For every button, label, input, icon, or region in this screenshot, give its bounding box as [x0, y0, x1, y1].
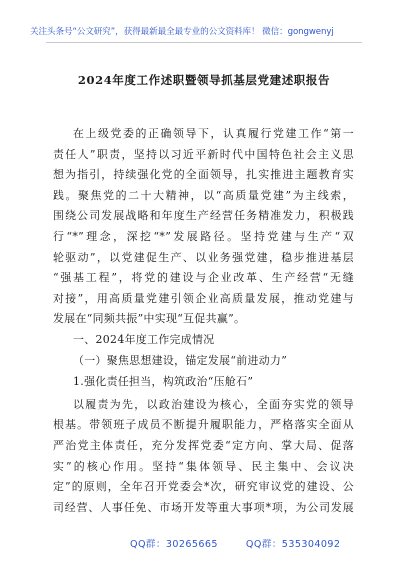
item-heading: 1.强化责任担当，构筑政治“压舱石”: [73, 375, 254, 388]
paragraph-line: 行“*”理念，深挖“*”发展路径。坚持党建与生产“双: [53, 230, 354, 243]
paragraph-line: 责任人”职责，坚持以习近平新时代中国特色社会主义思: [53, 148, 354, 161]
paragraph-line: “强基工程”，将党的建设与企业改革、生产经营“无缝: [53, 271, 354, 284]
paragraph-line: 严治党主体责任，充分发挥党委“定方向、掌大局、促落: [53, 439, 354, 452]
paragraph-line: 在上级党委的正确领导下，认真履行党建工作“第一: [73, 127, 354, 140]
paragraph-line: 对接”，用高质量党建引领企业高质量发展，推动党建与: [53, 292, 354, 305]
paragraph-line: 以履责为先，以政治建设为核心，全面夯实党的领导: [73, 398, 354, 411]
paragraph-line: 践。聚焦党的二十大精神，以“高质量党建”为主线索，: [53, 189, 354, 202]
section-heading: 一、2024年度工作完成情况: [73, 333, 215, 346]
footer-qq-group-2: QQ群：535304092: [245, 539, 341, 550]
paragraph-line: 司经营、人事任免、市场开发等重大事项*项，为公司发展: [53, 501, 354, 514]
paragraph-line: 定”的原则，全年召开党委会*次，研究审议党的建设、公: [53, 480, 354, 493]
footer-qq-groups: [130, 536, 340, 550]
footer-qq-group-1: QQ群：30265665: [130, 539, 218, 550]
paragraph-line: 想为指引，持续强化党的全面领导，扎实推进主题教育实: [53, 168, 354, 181]
header-divider: [46, 42, 362, 43]
paragraph-line: 发展在“同频共振”中实现“互促共赢”。: [53, 312, 246, 325]
header-promo-text: 关注头条号“公文研究”，获得最新最全最专业的公文资料库！ 微信：gongwenyj: [30, 27, 334, 37]
document-title: 2024年度工作述职暨领导抓基层党建述职报告: [77, 73, 331, 87]
paragraph-line: 围绕公司发展战略和年度生产经营任务精准发力，积极践: [53, 209, 354, 222]
paragraph-line: 实”的核心作用。坚持“集体领导、民主集中、会议决: [53, 460, 354, 473]
paragraph-line: 轮驱动”，以党建促生产、以业务强党建，稳步推进基层: [53, 251, 354, 264]
paragraph-line: 根基。带领班子成员不断提升履职能力，严格落实全面从: [53, 418, 354, 431]
subsection-heading: （一）聚焦思想建设，锚定发展“前进动力”: [73, 354, 288, 367]
